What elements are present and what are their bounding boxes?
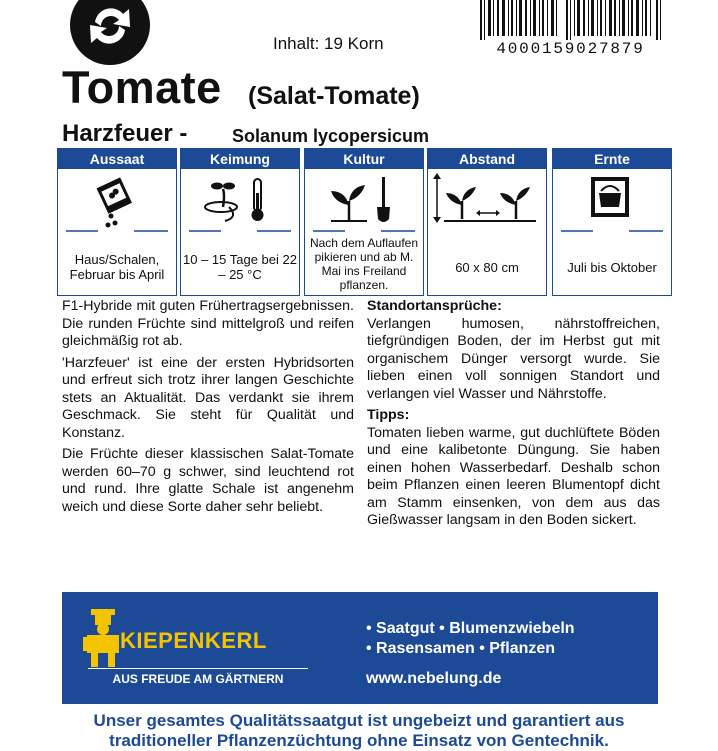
brand-logo: KIEPENKERL: [120, 628, 267, 653]
info-box-kultur: [304, 148, 424, 296]
instructions-paragraph: Tomaten lieben warme, gut duchlüftete Böden und eine kalibetonte Düngung. Sie haben einen hohen Wasserbedarf. Deshalb schon beim Pflanzen einen leeren Blumentopf dicht am Stamm einsenken, von dem aus das Gießwasser langsam in den Boden sickert.: [367, 424, 660, 528]
botanical-name: Solanum lycopersicum: [232, 126, 430, 146]
product-list: • Saatgut • Blumenzwiebeln: [366, 620, 575, 637]
section-heading: Standortansprüche:: [367, 298, 502, 314]
info-box-text: 60 x 80 cm: [455, 259, 519, 275]
info-box-label: Keimung: [181, 149, 299, 169]
info-box-abstand: [427, 148, 547, 296]
seed-packet-icon: [58, 169, 176, 237]
quality-statement: traditioneller Pflanzenzüchtung ohne Einsatz von Gentechnik.: [109, 731, 609, 750]
brand-slogan: AUS FREUDE AM GÄRTNERN: [112, 672, 284, 686]
info-box-ernte: [552, 148, 672, 296]
description-paragraph: Die Früchte dieser klassischen Salat-Tomate werden 60–70 g schwer, sind leuchtend rot und rund. Ihre glatte Schale ist angenehm weich und diese Sorte daher sehr beliebt.: [62, 446, 354, 515]
info-box-text: 10 – 15 Tage bei 22 – 25 °C: [183, 252, 297, 282]
info-box-label: Kultur: [305, 149, 423, 169]
info-box-text: Juli bis Oktober: [567, 259, 657, 275]
description-paragraph: F1-Hybride mit guten Frühertragsergebnissen. Die runden Früchte sind mittelgroß und reifen gleichmäßig rot ab.: [62, 298, 354, 349]
description-column: [62, 298, 354, 520]
info-box-label: Aussaat: [58, 149, 176, 169]
variety-name: Harzfeuer -: [62, 120, 188, 147]
description-paragraph: 'Harzfeuer' ist eine der ersten Hybridsorten und erfreut sich trotz ihrer langen Geschichte stets an Aktualität. Das verdankt sie ihrem Geschmack. Sie steht für Qualität und Konstanz.: [62, 354, 354, 441]
barcode: [478, 0, 663, 40]
info-box-label: Abstand: [428, 149, 546, 169]
thermometer-icon: [181, 169, 299, 237]
instructions-column: [367, 298, 660, 534]
info-box-text: Nach dem Auflaufen pikieren und ab M. Mai ins Freiland pflanzen.: [309, 236, 419, 292]
slogan-divider: [88, 668, 308, 669]
barcode-number: 4000159027879: [496, 40, 645, 58]
page-subtitle: (Salat-Tomate): [248, 82, 420, 110]
instructions-paragraph: Verlangen humosen, nährstoffreichen, tiefgründigen Boden, der im Herbst gut mit organischem Dünger versorgt wurde. Sie lieben einen voll sonnigen Standort und verlangen viel Wasser und Nährstoffe.: [367, 315, 660, 402]
harvest-basket-icon: [553, 169, 671, 237]
seedling-spade-icon: [305, 169, 423, 237]
info-box-label: Ernte: [553, 149, 671, 169]
recycle-icon: [65, 0, 155, 70]
spacing-icon: [428, 169, 546, 237]
section-heading: Tipps:: [367, 407, 410, 423]
content-label: Inhalt: 19 Korn: [273, 34, 384, 53]
info-box-keimung: [180, 148, 300, 296]
product-list: • Rasensamen • Pflanzen: [366, 640, 556, 657]
website-link[interactable]: www.nebelung.de: [366, 670, 502, 687]
info-box-text: Haus/Schalen, Februar bis April: [69, 252, 165, 282]
info-box-aussaat: [57, 148, 177, 296]
quality-statement: Unser gesamtes Qualitätssaatgut ist ungebeizt und garantiert aus: [93, 711, 625, 730]
page-title: Tomate: [62, 62, 222, 113]
